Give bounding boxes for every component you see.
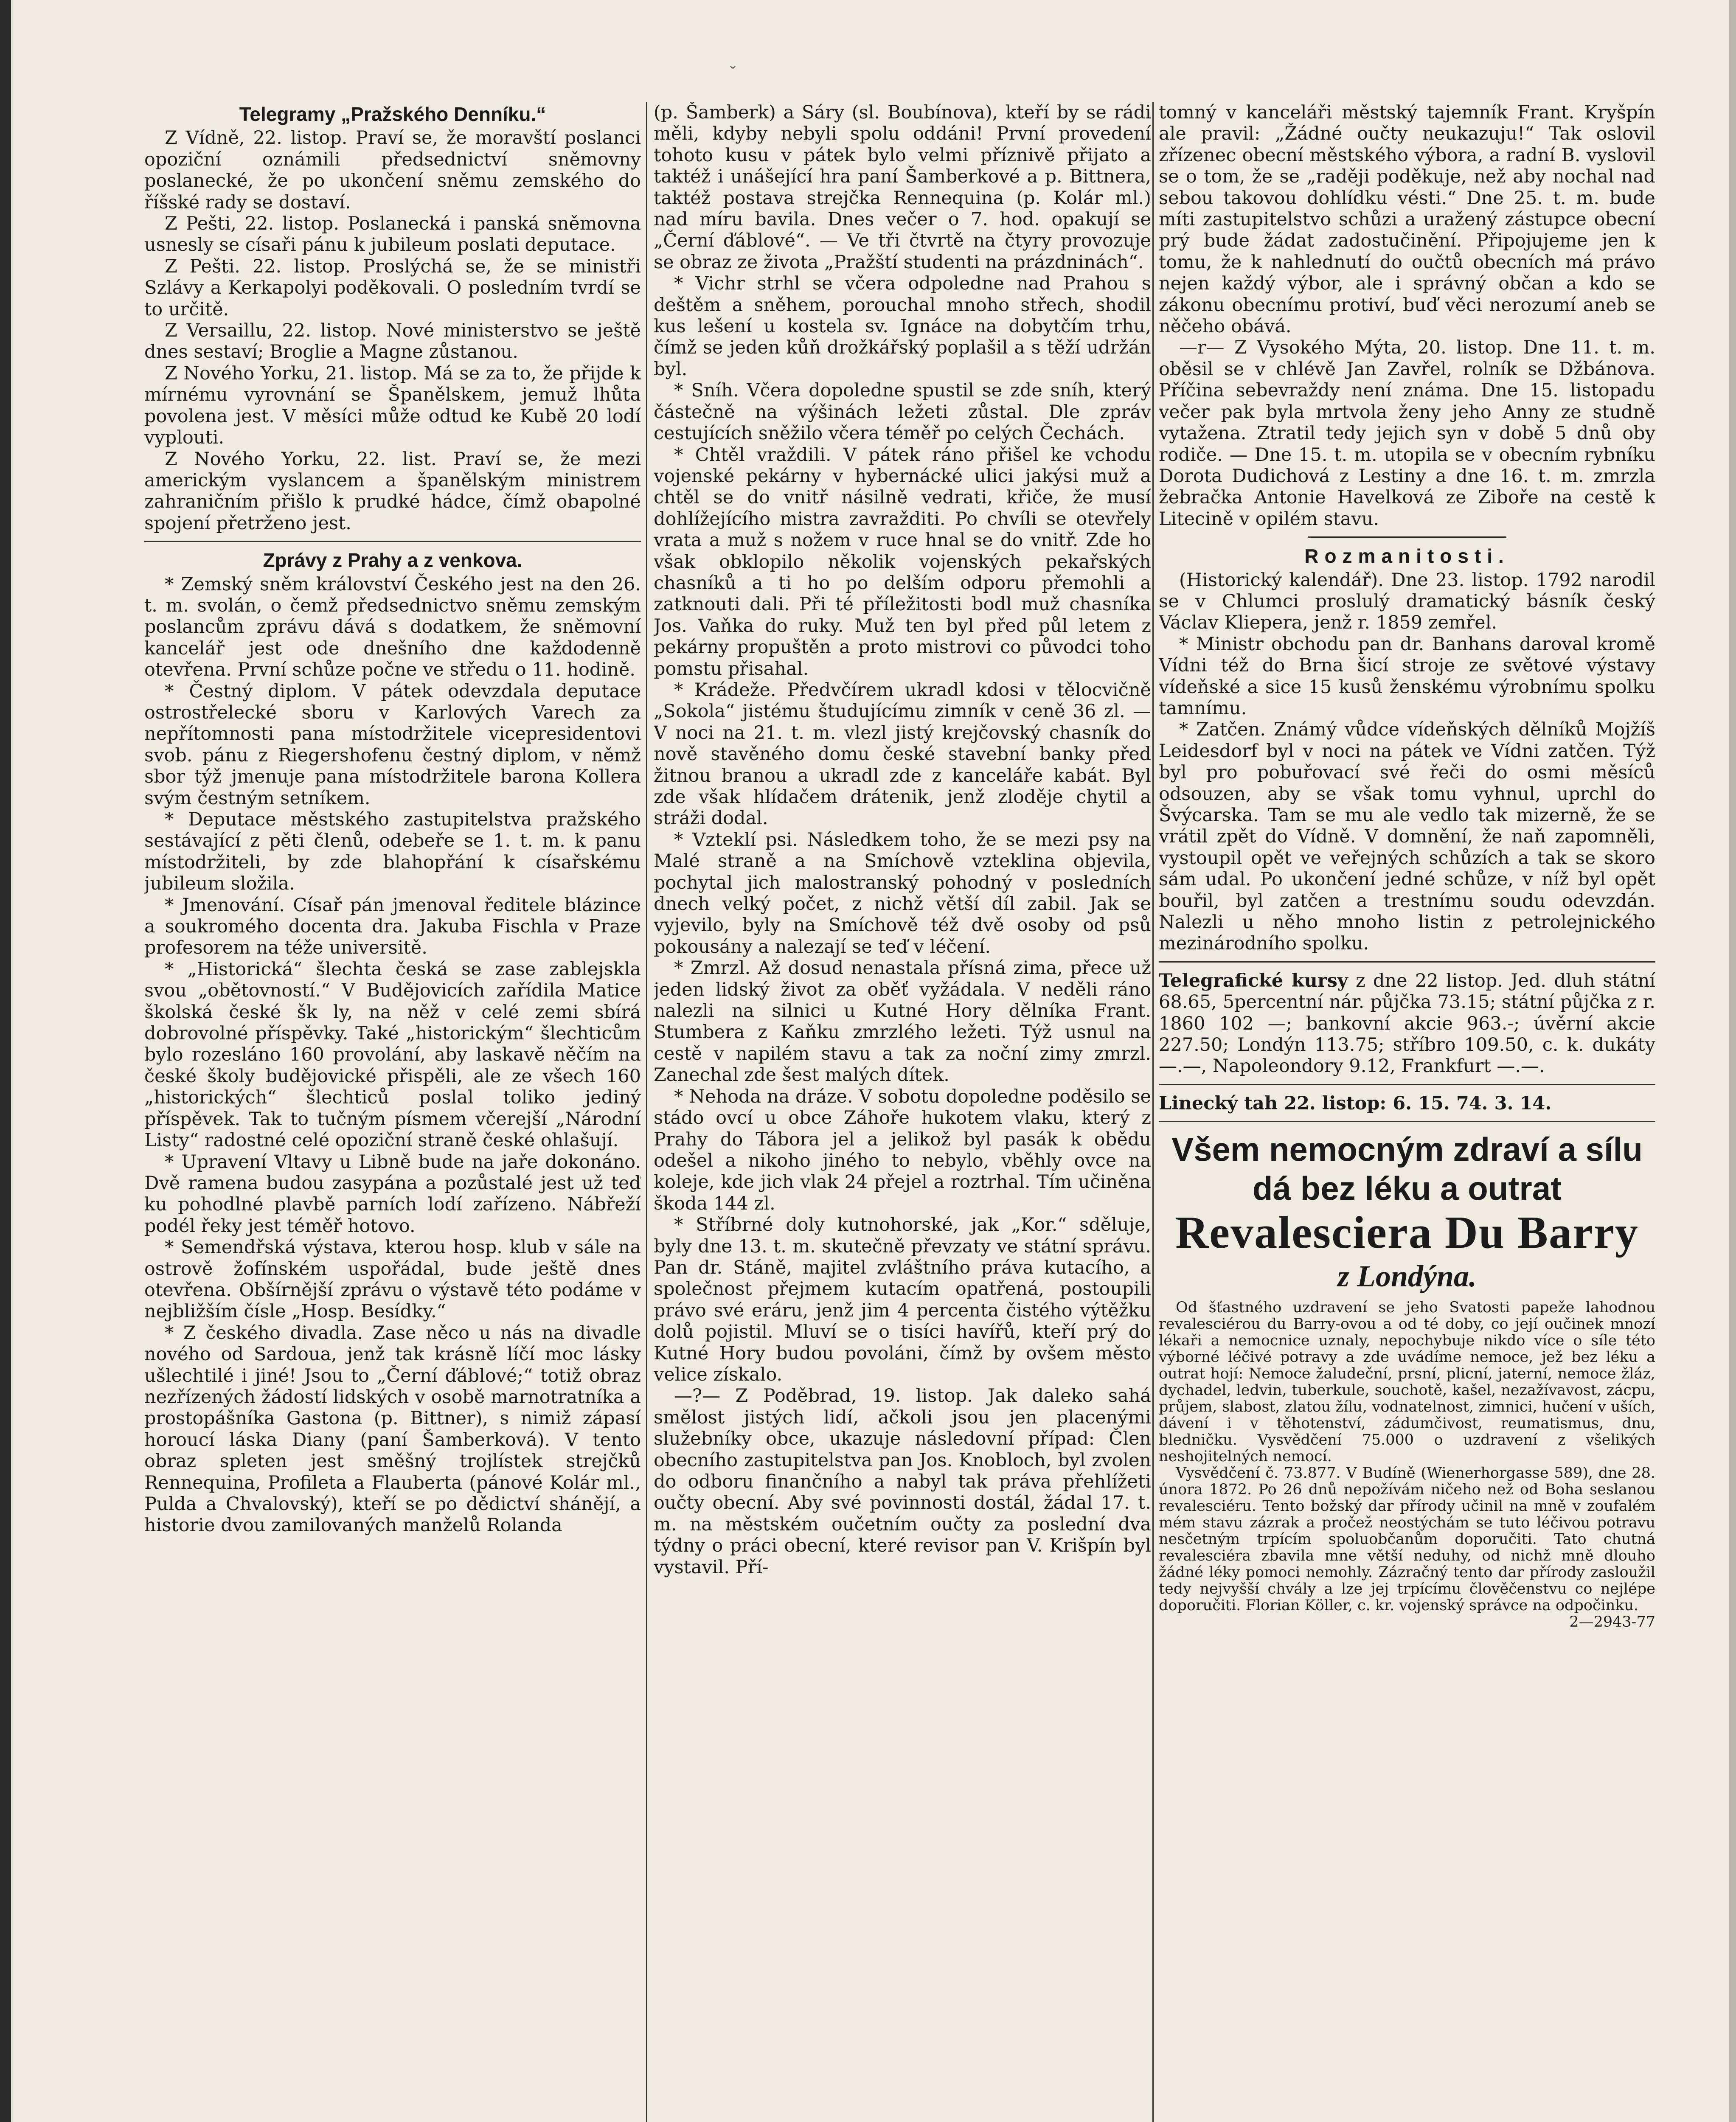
ad-subheadline: dá bez léku a outrat xyxy=(1252,1170,1562,1207)
telegram-item: Z Pešti. 22. listop. Proslýchá se, že se ministři Szlávy a Kerkapolyi poděkovali. O posledním tvrdí se to určitě. xyxy=(144,255,641,320)
telegram-item: Z Vídně, 22. listop. Praví se, že moravští poslanci opoziční oznámili předsednictví sněmovny poslanecké, že po ukončení sněmu zemského do říšské rady se dostaví. xyxy=(144,127,641,213)
news-item: * Deputace městského zastupitelstva pražského sestávající z pěti členů, odebeře se 1. t. m. k panu místodržiteli, by zde blahopřání k císařskému jubileum složila. xyxy=(144,809,641,895)
news-item: —r— Z Vysokého Mýta, 20. listop. Dne 11. t. m. oběsil se v chlévě Jan Zavřel, rolník se Džbánova. Příčina sebevraždy není známa. Dne 15. listopadu večer pak byla mrtvola ženy jeho Anny ze studně vytažena. Ztratil tedy jejich syn v době 5 dnů oby rodiče. — Dne 15. t. m. utopila se v obecním rybníku Dorota Dudichová z Lestiny a dne 16. t. m. zmrzla žebračka Antonie Havelková ze Ziboře na cestě k Litecině v opilém stavu. xyxy=(1159,337,1655,530)
news-item: * Vzteklí psi. Následkem toho, že se mezi psy na Malé straně a na Smíchově vzteklina objevila, pochytal jich malostranský pohodný v posledních dnech velký počet, z nichž větší díl zabil. Jak se vyjevilo, byly na Smíchově též dvě osoby od psů pokousány a nalezají se teď v léčení. xyxy=(654,829,1151,957)
miscellany-item: * Zatčen. Známý vůdce vídeňských dělníků Mojžíš Leidesdorf byl v noci na pátek ve Vídni zatčen. Týž byl pro pobuřovací své řeči do osmi měsíců odsouzen, aby se však tomu vyhnul, uprchl do Švýcarska. Tam se mu ale vedlo tak mizerně, že se vrátil zpět do Vídně. V domnění, že naň zapomněli, vystoupil opět ve veřejných schůzích a tak se skoro sám udal. Po ukončení jedné schůze, v níž byl opět bouřil, byl zatčen a trestnímu soudu odevzdán. Nalezli u něho mnoho listin z petrolejnického mezinárodního spolku. xyxy=(1159,719,1655,954)
miscellany-item: (Historický kalendář). Dne 23. listop. 1792 narodil se v Chlumci proslulý dramatický básník český Václav Kliepera, jenž r. 1859 zemřel. xyxy=(1159,569,1655,634)
ad-reference: 2—2943-77 xyxy=(1569,1614,1655,1631)
ad-product-name: Revalesciera Du Barry xyxy=(1175,1207,1639,1258)
section-divider xyxy=(1159,961,1655,963)
telegram-item: Z Versaillu, 22. listop. Nové ministerstvo se ještě dnes sestaví; Broglie a Magne zůstanou. xyxy=(144,320,641,363)
news-item: tomný v kanceláři městský tajemník Frant. Kryšpín ale pravil: „Žádné oučty neukazuju!“ Tak oslovil zřízenec obecní městského výbora, a radní B. vyslovil se o tom, že se „raději poděkuje, než aby nochal nad sebou takovou dohlídku vésti.“ Dne 25. t. m. bude míti zastupitelstvo schůzi a uražený zástupce obecní prý bude žádat zadostučinění. Připojujeme jen k tomu, že k nahlednutí do oučtů obecních má právo nejen každý výbor, ale i správný občan a kdo se zákonu obecnímu protiví, buď věci nerozumí aneb se něčeho obává. xyxy=(1159,102,1655,337)
news-item: * Krádeže. Předvčírem ukradl kdosi v tělocvičně „Sokola“ jistému študujícímu zimník v ceně 36 zl. — V noci na 21. t. m. vlezl jistý krejčovský chasník do nově stavěného domu české stavební banky před žitnou branou a ukradl zde z kanceláře kabát. Byl zde však hlídačem drátenik, jenž zloděje chytil a stráži dodal. xyxy=(654,679,1151,829)
ad-paragraph: Od šťastného uzdravení se jeho Svatosti papeže lahodnou revalesciérou du Barry-ovou a od té doby, co její oučinek mnozí lékaři a nemocnice uznaly, nepochybuje nikdo více o síle této výborné léčivé potravy a zde uvádíme nemoce, jež bez léku a outrat hojí: Nemoce žaludeční, prsní, plicní, jaterní, nemoce žláz, dychadel, ledvin, tuberkule, souchotě, kašel, nezažívavost, zácpu, průjem, slabost, zlatou žílu, vodnatelnost, zimnici, hučení v uších, dávení i v těhotenství, zádumčivost, reumatismus, dnu, bledničku. Vysvědčení 75.000 o uzdravení z všelikých neshojitelných nemocí. xyxy=(1159,1299,1655,1465)
section-divider xyxy=(1159,1121,1655,1122)
section-divider xyxy=(1159,1084,1655,1085)
news-item: * Zemský sněm království Českého jest na den 26. t. m. svolán, o čemž předsednictvo sněmu zemským poslancům zprávu dává s dodatkem, že sněmovní kancelář jest ode dnešního dne každodenně otevřena. První schůze počne ve středu o 11. hodině. xyxy=(144,573,641,681)
telegram-item: Z Pešti, 22. listop. Poslanecká i panská sněmovna usnesly se císaři pánu k jubileum poslati deputace. xyxy=(144,213,641,256)
column-3 xyxy=(1159,102,1655,2122)
news-item: * Zmrzl. Až dosud nenastala přísná zima, přece už jeden lidský život za oběť vyžádala. V neděli ráno nalezli na silnici u Kutné Hory dělníka Frant. Stumbera z Kaňku zmrzlého ležeti. Týž usnul na cestě v napilém stavu a tak za noční zimy zmrzl. Zanechal zde šest malých dítek. xyxy=(654,957,1151,1086)
scan-mark: ˇ xyxy=(730,64,736,82)
telegram-item: Z Nového Yorku, 22. list. Praví se, že mezi americkým vyslancem a španělským ministrem zahraničním přišlo k prudké hádce, čímž obapolné spojení přetrženo jest. xyxy=(144,448,641,534)
news-item: * Semendřská výstava, kterou hosp. klub v sále na ostrově žofínském uspořádal, bude ještě dnes otevřena. Obšírnější zprávu o výstavě této podáme v nejbližším čísle „Hosp. Besídky.“ xyxy=(144,1237,641,1322)
miscellany-item: * Ministr obchodu pan dr. Banhans daroval kromě Vídni též do Brna šicí stroje ze světové výstavy vídeňské a sice 15 kusů ženskému výrobnímu spolku tamnímu. xyxy=(1159,633,1655,719)
scan-edge-right xyxy=(1729,0,1736,2122)
ad-headline: Všem nemocným zdraví a sílu xyxy=(1171,1131,1643,1168)
column-rule-1 xyxy=(646,102,647,2122)
news-item: * Vichr strhl se včera odpoledne nad Prahou s deštěm a sněhem, porouchal mnoho střech, shodil kus lešení u kostela sv. Ignáce na dobytčím trhu, čímž se jeden kůň drožkářský poplašil a s těží udržán byl. xyxy=(654,273,1151,380)
column-2 xyxy=(654,102,1151,2122)
section-divider xyxy=(1308,536,1506,538)
telegrams-heading: Telegramy „Pražského Denníku.“ xyxy=(239,103,546,125)
column-1 xyxy=(144,102,641,2122)
miscellany-heading: Rozmanitosti. xyxy=(1304,545,1510,567)
news-item: * Jmenování. Císař pán jmenoval ředitele blázince a soukromého docenta dra. Jakuba Fischla v Praze profesorem na téže universitě. xyxy=(144,894,641,959)
ad-paragraph: Vysvědčení č. 73.877. V Budíně (Wienerhorgasse 589), dne 28. února 1872. Po 26 dnů nepožívám ničeho než od Boha seslanou revalesciéru. Tento božský dar přírody učinil na mně v zoufalém mém stavu zázrak a pročež neostýchám se tuto léčivou potravu nesčetným trpícím spoluobčanům doporučiti. Tato chutná revalesciéra zbavila mne větší neduhy, od nichž mně dlouho žádné léky pomoci nemohly. Zázračný tento dar přírody zasloužil tedy nejvyšší chvály a lze jej trpícímu člověčenstvu co nejlépe doporučiti. Florian Köller, c. kr. vojenský správce na odpočinku. xyxy=(1159,1465,1655,1614)
news-item: * Čestný diplom. V pátek odevzdala deputace ostrostřelecké sboru v Karlových Varech za nepřítomnosti pana místodržitele vicepresidentovi svob. pánu z Riegershofenu čestný diplom, v němž sbor týž jmenuje pana místodržitele barona Kollera svým čestným setníkem. xyxy=(144,680,641,809)
news-item: (p. Šamberk) a Sáry (sl. Boubínova), kteří by se rádi měli, kdyby nebyli spolu oddáni! První provedení tohoto kusu v pátek bylo velmi příznivě přijato a taktéž i unášející hra paní Šamberkové a p. Bittnera, taktéž postava strejčka Rennequina (p. Kolár ml.) nad míru bavila. Dnes večer o 7. hod. opakují se „Černí ďáblové“. — Ve tři čtvrtě na čtyry provozuje se obraz ze života „Pražští studenti na prázdninách“. xyxy=(654,102,1151,273)
exchange-rates: z dne 22 listop. Jed. dluh státní 68.65, 5percentní nár. půjčka 73.15; státní půjčka z r. 1860 102 —; bankovní akcie 963.-; úvěrní akcie 227.50; Londýn 113.75; stříbro 109.50, c. k. dukáty —.—, Napoleondory 9.12, Frankfurt —.—. xyxy=(1159,970,1655,1077)
news-item: * Nehoda na dráze. V sobotu dopoledne poděsilo se stádo ovcí u obce Záhoře hukotem vlaku, který z Prahy do Tábora jel a jelikož byl pasák k obědu odešel a nikoho jiného to nebylo, vběhly ovce na koleje, kde jich vlak 24 přejel a roztrhal. Tím učiněna škoda 144 zl. xyxy=(654,1086,1151,1214)
exchange-heading: Telegrafické kursy xyxy=(1159,970,1348,991)
news-item: —?— Z Poděbrad, 19. listop. Jak daleko sahá smělost jistých lidí, ačkoli jsou jen placenými služebníky obce, ukazuje následovní případ: Člen obecního zastupitelstva pan Jos. Knobloch, byl zvolen do odboru finančního a nabyl tak práva přehlížeti oučty obecní. Aby své povinnosti dostál, žádal 17. t. m. na městském oučetním oučty za poslední dva týdny o práci obecní, které revisor pan V. Krišpín byl vystavil. Pří- xyxy=(654,1385,1151,1578)
news-item: * Upravení Vltavy u Libně bude na jaře dokonáno. Dvě ramena budou zasypána a pozůstalé jest už teď ku pohodlné plavbě parních lodí zařízeno. Nábřeží podél řeky jest téměř hotovo. xyxy=(144,1151,641,1237)
ad-origin: z Londýna. xyxy=(1337,1259,1477,1294)
section-divider xyxy=(144,541,641,542)
news-item: * Z českého divadla. Zase něco u nás na divadle nového od Sardoua, jenž tak krásně líčí moc lásky ušlechtilé i jiné! Jsou to „Černí ďáblové;“ totiž obraz nezřízených žádostí lidských v osobě marnotratníka a prostopášníka Gastona (p. Bittner), s nimiž zápasí horoucí láska Diany (paní Šamberková). V tento obraz spleten jest směšný trojlístek strejčků Rennequina, Profileta a Flauberta (pánové Kolár ml., Pulda a Chvalovský), kteří se po dědictví shánějí, a historie dvou zamilovaných manželů Rolanda xyxy=(144,1322,641,1536)
lottery-draw: Linecký tah 22. listop: 6. 15. 74. 3. 14. xyxy=(1159,1092,1552,1114)
news-item: * Sníh. Včera dopoledne spustil se zde sníh, který částečně na výšinách ležeti zůstal. Dle zpráv cestujících sněžilo včera téměř po celých Čechách. xyxy=(654,380,1151,444)
scan-edge-left xyxy=(0,0,11,2122)
news-item: * Stříbrné doly kutnohorské, jak „Kor.“ sděluje, byly dne 13. t. m. skutečně převzaty ve státní správu. Pan dr. Stáně, majitel zvláštního práva kutacího, a společnost přejmem kutacím opatřená, postoupili právo své eráru, jenž jim 4 percenta čistého výtěžku dolů pojistil. Mluví se o tisíci havířů, kteří prý do Kutné Hory budou povoláni, čímž by ovšem město velice získalo. xyxy=(654,1214,1151,1385)
news-heading: Zprávy z Prahy a z venkova. xyxy=(263,549,522,572)
column-rule-2 xyxy=(1152,102,1154,2122)
telegram-item: Z Nového Yorku, 21. listop. Má se za to, že přijde k mírnému vyrovnání se Španělskem, jemuž lhůta povolena jest. V měsíci může odtud ke Kubě 20 lodí vyplouti. xyxy=(144,362,641,449)
ad-body xyxy=(1159,1300,1655,1631)
news-item: * Chtěl vraždili. V pátek ráno přišel ke vchodu vojenské pekárny v hybernácké ulici jakýsi muž a chtěl se do vnitř násilně vedrati, křiče, že musí dohlížejícího mistra zavražditi. Po chvíli se otevřely vrata a muž s nožem v ruce hnal se do vnitř. Zde ho však obklopilo několik vojenských pekařských chasníků a ti ho po delším odporu přemohli a zatknouti dali. Při té příležitosti bodl muž chasníka Jos. Vaňka do ruky. Muž ten byl před půl letem z pekárny propuštěn a proto mistrovi co původci toho pomstu přisahal. xyxy=(654,444,1151,679)
news-item: * „Historická“ šlechta česká se zase zablejskla svou „obětovností.“ V Budějovicích zařídila Matice školská české šk ly, na něž v celé zemi sbírá dobrovolné příspěvky. Také „historickým“ šlechticům bylo rozesláno 160 provolání, aby laskavě něčím na české školy budějovické přispěli, ale ze všech 160 „historických“ šlechticů poslal toliko jediný příspěvek. Tak to tučným písmem včerejší „Národní Listy“ radostné celé opoziční straně české ohlašují. xyxy=(144,958,641,1151)
